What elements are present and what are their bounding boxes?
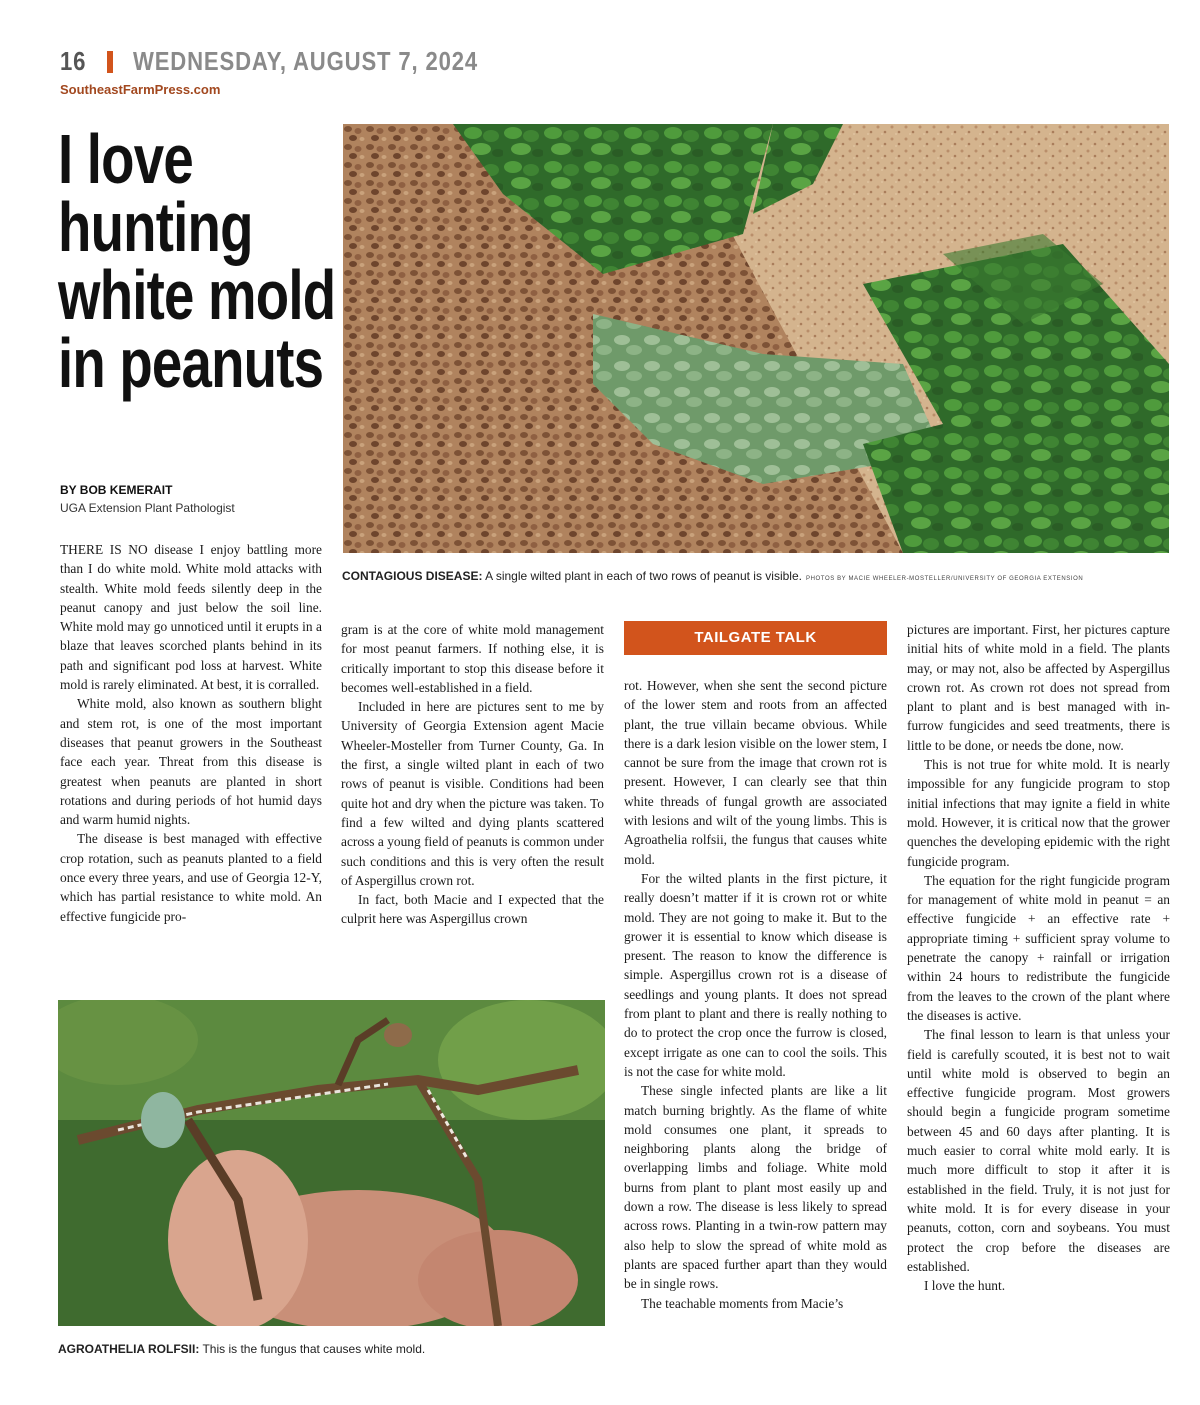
article-paragraph: Included in here are pictures sent to me by University of Georgia Extension agent Macie Wheeler-Mosteller from Turner County, Ga. In the first, a single wilted plant in each of two rows of peanut is visible. Conditions had been quite hot and dry when the picture was taken. To find a few wilted and dying plants scattered across a young field of peanuts is common under such conditions and this is very often the result of Aspergillus crown rot.	[341, 699, 604, 888]
photo-credit: PHOTOS BY MACIE WHEELER-MOSTELLER/UNIVERSITY OF GEORGIA EXTENSION	[805, 576, 1084, 582]
article-paragraph: The equation for the right fungicide program for management of white mold in peanut = an effective fungicide + an effective rate + appropriate timing + sufficient spray volume to penetrate the canopy + rainfall or irrigation within 24 hours to redistribute the fungicide from the leaves to the crown of the plant where the diseases is active.	[907, 872, 1170, 1023]
article-paragraph: The teachable moments from Macie’s	[641, 1295, 844, 1311]
article-column-3	[624, 676, 887, 1313]
article-paragraph: White mold, also known as southern blight and stem rot, is one of the most important diseases that peanut growers in the Southeast face each year. Threat from this disease is greatest when peanuts are planted in short rotations and during periods of hot humid days and warm humid nights.	[60, 696, 322, 828]
article-paragraph: gram is at the core of white mold management for most peanut farmers. If nothing else, it is critically important to stop this disease before it becomes well-established in a field.	[341, 622, 604, 695]
lead-in: THERE IS NO	[60, 542, 148, 557]
caption-text: A single wilted plant in each of two rows of peanut is visible.	[482, 569, 802, 583]
article-paragraph: In fact, both Macie and I expected that the culprit here was Aspergillus crown	[341, 892, 604, 927]
article-paragraph: The final lesson to learn is that unless your field is carefully scouted, it is best not to wait until white mold is observed to begin an effective fungicide program. Most growers should begin a fungicide program sometime between 45 and 60 days after planting. It is much easier to corral white mold early. It is much more difficult to stop it after it is established in the field. Truly, it is not just for white mold. It is for every disease in your peanuts, cotton, corn and soybeans. You must protect the crop before the diseases are established.	[907, 1027, 1170, 1274]
page-number: 16	[60, 46, 87, 76]
byline-title: UGA Extension Plant Pathologist	[60, 501, 235, 515]
article-paragraph: The disease is best managed with effective crop rotation, such as peanuts planted to a field once every three years, and use of Georgia 12-Y, which has partial resistance to white mold. An effective fungicide pro-	[60, 831, 322, 924]
article-paragraph: I love the hunt.	[924, 1278, 1006, 1294]
article-column-1	[60, 540, 322, 926]
article-column-4	[907, 620, 1170, 1295]
headline-line-2: hunting	[58, 188, 253, 266]
photo-caption-top	[342, 569, 1083, 583]
section-label-tailgate-talk: TAILGATE TALK	[624, 621, 887, 655]
article-paragraph: This is not true for white mold. It is nearly impossible for any fungicide program to stop initial infections that may ignite a field in white mold. However, it is critical now that the grower quenches the developing epidemic with the right fungicide program.	[907, 757, 1170, 869]
byline-author: BY BOB KEMERAIT	[60, 483, 173, 497]
article-paragraph: pictures are important. First, her pictures capture initial hits of white mold in a field. The plants may, or may not, also be affected by Aspergillus crown rot. As crown rot does not spread from plant to plant and is best managed with in-furrow fungicides and seed treatments, there is little to be done, or needs tbe done, now.	[907, 622, 1170, 753]
headline-line-3: white mold	[58, 256, 336, 334]
caption-text: This is the fungus that causes white mold.	[199, 1342, 426, 1356]
photo-caption-bottom	[58, 1342, 425, 1356]
article-paragraph: THERE IS NO disease I enjoy battling more than I do white mold. White mold attacks with stealth. White mold feeds silently deep in the peanut canopy and just below the soil line. White mold may go unnoticed until it erupts in a blaze that leaves scorched plants behind in its path and significant pod loss at harvest. White mold is rarely eliminated. At best, it is corralled.	[60, 542, 322, 693]
article-paragraph: These single infected plants are like a lit match burning brightly. As the flame of white mold consumes one plant, it spreads to neighboring plants along the bridge of overlapping limbs and foliage. White mold burns from plant to plant most easily up and down a row. The disease is less likely to spread across rows. Planting in a twin-row pattern may also help to slow the spread of white mold as plants are spaced further apart than they would be in single rows.	[624, 1083, 887, 1292]
headline-line-1: I love	[58, 120, 193, 198]
article-column-2	[341, 620, 604, 929]
photo-peanut-rows	[343, 124, 1169, 553]
photo-fungus-stem	[58, 1000, 605, 1326]
article-paragraph: For the wilted plants in the first picture, it really doesn’t matter if it is crown rot or white mold. They are not going to make it. But to the grower it is essential to know which disease is present. The reason to know the difference is simple. Aspergillus crown rot is a disease of seedlings and young plants. It does not spread from plant to plant and there is really nothing to do to protect the crop once the furrow is closed, except irrigate as one can to cool the soils. This is not the case for white mold.	[624, 870, 887, 1079]
issue-date: WEDNESDAY, AUGUST 7, 2024	[133, 46, 479, 76]
site-url[interactable]: SoutheastFarmPress.com	[60, 82, 221, 97]
caption-label: CONTAGIOUS DISEASE:	[342, 569, 483, 583]
headline-line-4: in peanuts	[58, 324, 324, 402]
page-number-divider	[107, 51, 113, 73]
caption-label: AGROATHELIA ROLFSII:	[58, 1342, 200, 1356]
article-paragraph: rot. However, when she sent the second picture of the lower stem and roots from an affected plant, the true villain became obvious. While there is a dark lesion visible on the lower stem, I cannot be sure from the image that crown rot is present. However, I can clearly see that thin white threads of fungal growth are associated with lesions and wilt of the young limbs. This is Agroathelia rolfsii, the fungus that causes white mold.	[624, 678, 887, 867]
headline	[58, 120, 336, 402]
